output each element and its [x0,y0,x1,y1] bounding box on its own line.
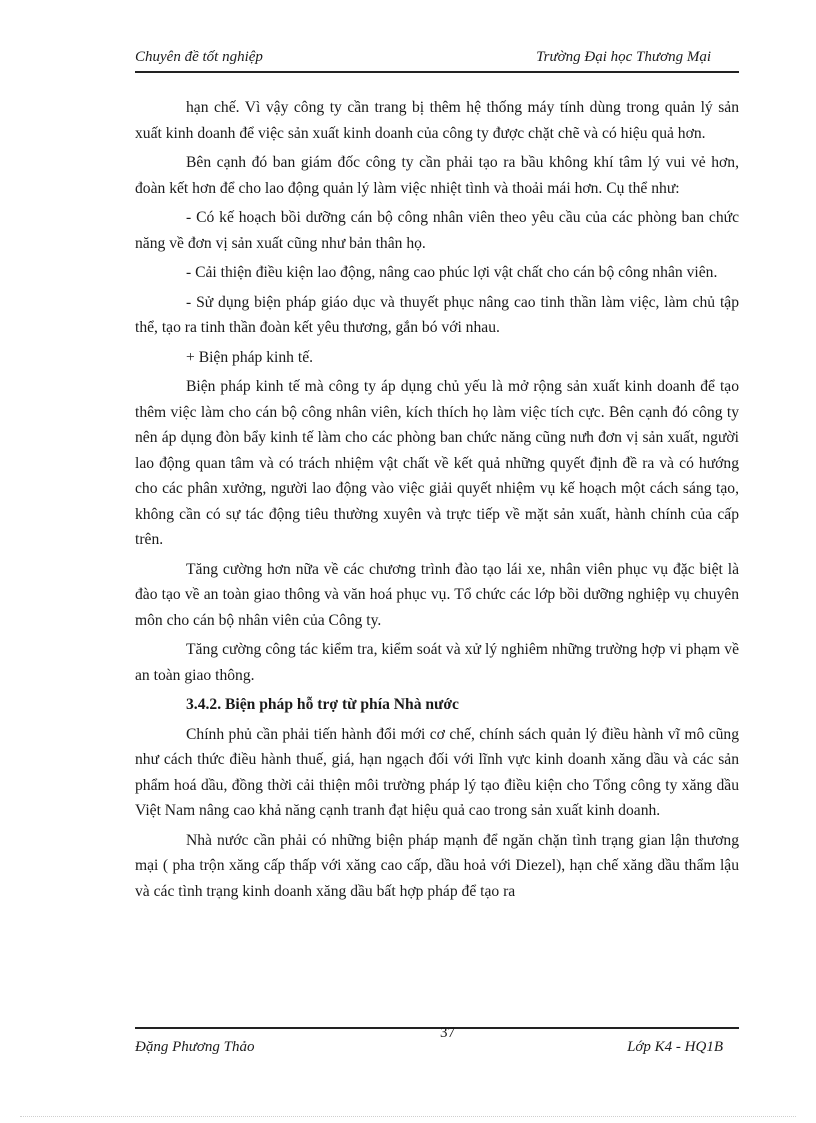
page-body [135,95,739,908]
page-number: 37 [440,1025,455,1041]
paragraph: Biện pháp kinh tế mà công ty áp dụng chủ yếu là mở rộng sản xuất kinh doanh để tạo thêm việc làm cho cán bộ công nhân viên, kích thích họ làm việc tích cực. Bên cạnh đó công ty nên áp dụng đòn bẩy kinh tế làm cho các phòng ban chức năng cũng nưh đơn vị sản xuất, người lao động quan tâm và có trách nhiệm vật chất về kết quả những quyết định đề ra và có hướng cho các phân xưởng, người lao động vào việc giải quyết nhiệm vụ kế hoạch một cách sáng tạo, không cần có sự tác động tiêu thường xuyên và trực tiếp về mặt sản xuất, hành chính của cấp trên. [135,378,739,548]
header-right: Trường Đại học Thương Mại [536,49,711,65]
section-heading: 3.4.2. Biện pháp hỗ trợ từ phía Nhà nước [186,696,459,713]
header-left: Chuyên đề tốt nghiệp [135,49,263,65]
paragraph: Chính phủ cần phải tiến hành đổi mới cơ chế, chính sách quản lý điều hành vĩ mô cũng như cách thức điều hành thuế, giá, hạn ngạch đối với lĩnh vực kinh doanh xăng dầu và các sản phẩm hoá dầu, đồng thời cải thiện môi trường pháp lý tạo điều kiện cho Tổng công ty xăng dầu Việt Nam nâng cao khả năng cạnh tranh đạt hiệu quả cao trong sản xuất kinh doanh. [135,725,739,819]
paragraph: - Có kế hoạch bồi dưỡng cán bộ công nhân viên theo yêu cầu của các phòng ban chức năng về đơn vị sản xuất cũng như bản thân họ. [135,209,739,252]
page-edge-divider [20,1116,796,1117]
footer-author: Đặng Phương Thảo [135,1039,255,1055]
footer-class: Lớp K4 - HQ1B [627,1039,723,1055]
paragraph: Tăng cường công tác kiểm tra, kiểm soát và xử lý nghiêm những trường hợp vi phạm về an toàn giao thông. [135,641,739,684]
paragraph: Tăng cường hơn nữa về các chương trình đào tạo lái xe, nhân viên phục vụ đặc biệt là đào tạo về an toàn giao thông và văn hoá phục vụ. Tổ chức các lớp bồi dưỡng nghiệp vụ chuyên môn cho cán bộ nhân viên của Công ty. [135,560,739,629]
page-header [135,47,739,73]
paragraph: hạn chế. Vì vậy công ty cần trang bị thêm hệ thống máy tính dùng trong quản lý sản xuất kinh doanh để việc sản xuất kinh doanh của công ty được chặt chẽ và có hiệu quả hơn. [135,99,739,142]
paragraph: - Sử dụng biện pháp giáo dục và thuyết phục nâng cao tinh thần làm việc, làm chủ tập thể, tạo ra tinh thần đoàn kết yêu thương, gắn bó với nhau. [135,293,739,336]
paragraph: Nhà nước cần phải có những biện pháp mạnh để ngăn chặn tình trạng gian lận thương mại ( pha trộn xăng cấp thấp với xăng cao cấp, dầu hoả với Diezel), hạn chế xăng dầu thẩm lậu và các tình trạng kinh doanh xăng dầu bất hợp pháp để tạo ra [135,831,739,900]
paragraph: - Cải thiện điều kiện lao động, nâng cao phúc lợi vật chất cho cán bộ công nhân viên. [186,264,718,281]
paragraph: + Biện pháp kinh tế. [186,348,314,366]
paragraph: Bên cạnh đó ban giám đốc công ty cần phải tạo ra bầu không khí tâm lý vui vẻ hơn, đoàn kết hơn để cho lao động quản lý làm việc nhiệt tình và thoải mái hơn. Cụ thể như: [135,154,739,197]
page-footer [135,1027,739,1063]
